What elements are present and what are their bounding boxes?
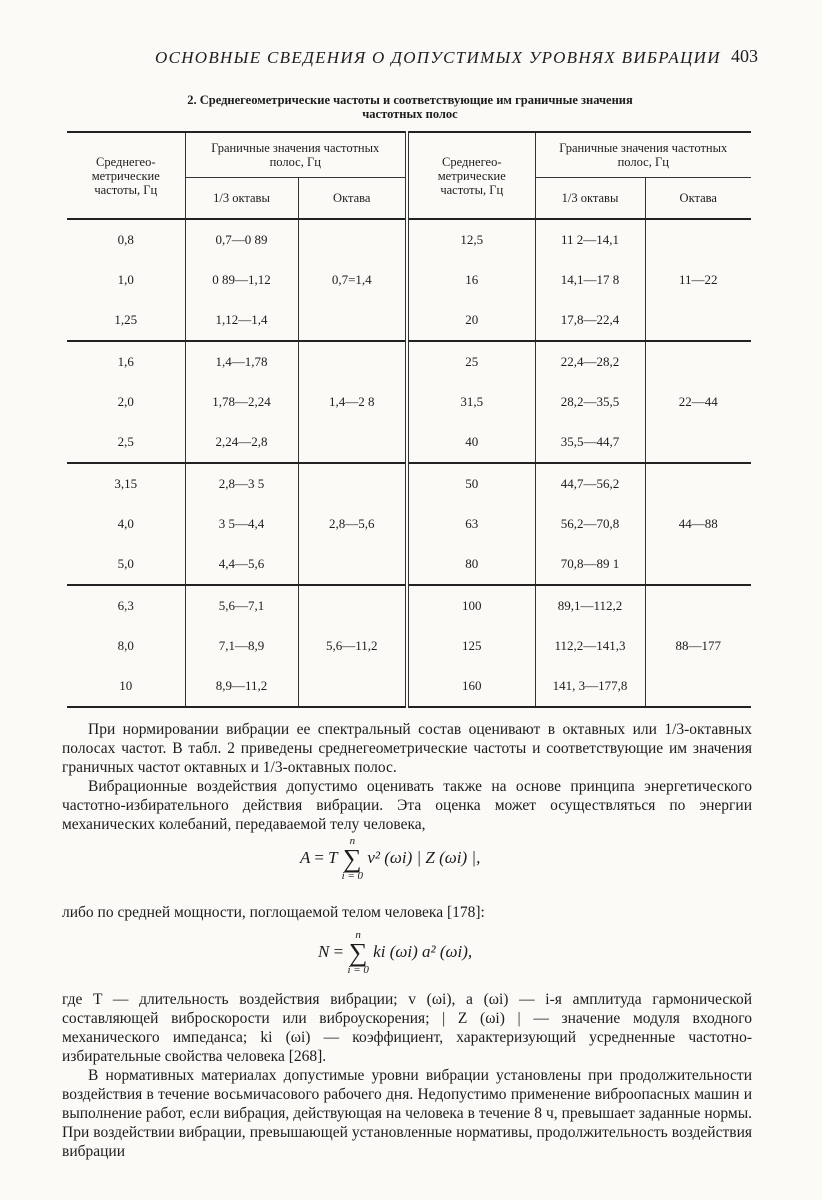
header-bounds-right: Граничные значения частотных полос, Гц — [535, 132, 751, 178]
cell-third-right: 17,8—22,4 — [535, 300, 645, 341]
cell-mean-left: 8,0 — [67, 626, 185, 666]
table-caption-line1: 2. Среднегеометрические частоты и соответствующие им граничные значения — [187, 93, 633, 107]
cell-third-left: 1,4—1,78 — [185, 341, 298, 382]
summation-sign — [347, 930, 368, 976]
sum-upper-limit: n — [349, 835, 356, 847]
cell-octave-left: 1,4—2 8 — [298, 341, 407, 463]
formula-lhs: N — [318, 941, 330, 961]
cell-mean-right: 100 — [407, 585, 535, 626]
paragraph: где T — длительность воздействия вибрации; v (ωi), a (ωi) — i-я амплитуда гармонической составляющей виброскорости или виброускорения; | Z (ωi) | — значение модуля входного механического импеданса; ki (ωi) — коэффициент, характеризующий усредненные частотно-избирательные свойства человека [268]. — [62, 991, 752, 1065]
cell-octave-left: 0,7=1,4 — [298, 219, 407, 341]
paragraph: Вибрационные воздействия допустимо оценивать также на основе принципа энергетического частотно-избирательного действия вибрации. Эта оценка может осуществляться по энергии механических колебаний, передаваемой телу человека, — [62, 778, 752, 833]
cell-third-left: 2,8—3 5 — [185, 463, 298, 504]
cell-mean-right: 31,5 — [407, 382, 535, 422]
table-row — [67, 585, 751, 626]
sum-lower-limit: i = 0 — [347, 964, 369, 976]
table-caption — [100, 93, 720, 121]
cell-third-left: 0,7—0 89 — [185, 219, 298, 260]
formula-eq: = — [333, 941, 344, 961]
cell-third-left: 7,1—8,9 — [185, 626, 298, 666]
table-row — [67, 463, 751, 504]
table-caption-line2: частотных полос — [362, 107, 458, 121]
cell-mean-left: 1,0 — [67, 260, 185, 300]
cell-mean-right: 16 — [407, 260, 535, 300]
cell-third-right: 22,4—28,2 — [535, 341, 645, 382]
cell-mean-right: 20 — [407, 300, 535, 341]
cell-third-right: 70,8—89 1 — [535, 544, 645, 585]
cell-third-right: 89,1—112,2 — [535, 585, 645, 626]
formula-body: ki (ωi) a² (ωi), — [373, 941, 473, 961]
cell-third-right: 56,2—70,8 — [535, 504, 645, 544]
sigma-symbol: ∑ — [348, 938, 368, 967]
frequency-table — [67, 131, 751, 708]
cell-octave-left: 5,6—11,2 — [298, 585, 407, 707]
cell-mean-right: 160 — [407, 666, 535, 707]
header-octave-right: Октава — [645, 178, 751, 220]
sum-upper-limit: n — [355, 929, 361, 941]
sigma-symbol: ∑ — [343, 844, 362, 873]
cell-third-left: 8,9—11,2 — [185, 666, 298, 707]
cell-third-right: 11 2—14,1 — [535, 219, 645, 260]
header-bounds-left: Граничные значения частотных полос, Гц — [185, 132, 407, 178]
body-text-top — [62, 720, 752, 834]
cell-mean-right: 40 — [407, 422, 535, 463]
cell-octave-right: 44—88 — [645, 463, 751, 585]
cell-mean-left: 4,0 — [67, 504, 185, 544]
formula-body: v² (ωi) | Z (ωi) |, — [367, 847, 481, 867]
cell-mean-left: 5,0 — [67, 544, 185, 585]
cell-mean-right: 12,5 — [407, 219, 535, 260]
running-title: ОСНОВНЫЕ СВЕДЕНИЯ О ДОПУСТИМЫХ УРОВНЯХ ВИБРАЦИИ — [155, 48, 721, 67]
cell-mean-left: 2,5 — [67, 422, 185, 463]
cell-third-right: 44,7—56,2 — [535, 463, 645, 504]
formula-energy — [300, 836, 480, 882]
paragraph: При нормировании вибрации ее спектральный состав оценивают в октавных или 1/3-октавных полосах частот. В табл. 2 приведены среднегеометрические частоты и соответствующие им значения граничных частот октавных и 1/3-октавных полос. — [62, 721, 752, 776]
cell-third-right: 35,5—44,7 — [535, 422, 645, 463]
cell-third-left: 4,4—5,6 — [185, 544, 298, 585]
cell-mean-right: 63 — [407, 504, 535, 544]
formula-lhs: A — [300, 847, 311, 867]
cell-third-left: 2,24—2,8 — [185, 422, 298, 463]
cell-mean-right: 80 — [407, 544, 535, 585]
page-header — [60, 42, 760, 72]
table-row — [67, 219, 751, 260]
paragraph: В нормативных материалах допустимые уровни вибрации установлены при продолжительности воздействия в течение восьмичасового рабочего дня. Недопустимо применение виброопасных машин и выполнение работ, если вибрация, действующая на человека в течение 8 ч, превышает заданные нормы. При воздействии вибрации, превышающей установленные нормативы, продолжительность воздействия вибрации — [62, 1067, 752, 1160]
cell-mean-right: 25 — [407, 341, 535, 382]
header-third-octave-left: 1/3 октавы — [185, 178, 298, 220]
cell-mean-left: 2,0 — [67, 382, 185, 422]
cell-third-right: 14,1—17 8 — [535, 260, 645, 300]
cell-third-left: 3 5—4,4 — [185, 504, 298, 544]
table-row — [67, 341, 751, 382]
cell-third-right: 112,2—141,3 — [535, 626, 645, 666]
cell-octave-right: 88—177 — [645, 585, 751, 707]
cell-octave-right: 11—22 — [645, 219, 751, 341]
cell-third-right: 28,2—35,5 — [535, 382, 645, 422]
cell-mean-left: 1,25 — [67, 300, 185, 341]
header-mean-frequency-right: Среднегео-метрические частоты, Гц — [407, 132, 535, 219]
cell-mean-right: 125 — [407, 626, 535, 666]
header-octave-left: Октава — [298, 178, 407, 220]
cell-mean-left: 1,6 — [67, 341, 185, 382]
header-third-octave-right: 1/3 октавы — [535, 178, 645, 220]
cell-octave-right: 22—44 — [645, 341, 751, 463]
cell-mean-left: 3,15 — [67, 463, 185, 504]
body-text-bottom — [62, 990, 752, 1161]
cell-mean-left: 10 — [67, 666, 185, 707]
formula-eq: = — [314, 847, 324, 867]
cell-octave-left: 2,8—5,6 — [298, 463, 407, 585]
formula-power — [318, 930, 472, 976]
paragraph: либо по средней мощности, поглощаемой телом человека [178]: — [62, 904, 485, 921]
formula-factor: T — [328, 847, 338, 867]
header-mean-frequency-left: Среднегео-метрические частоты, Гц — [67, 132, 185, 219]
cell-mean-right: 50 — [407, 463, 535, 504]
cell-mean-left: 6,3 — [67, 585, 185, 626]
body-text-middle — [62, 903, 752, 922]
cell-third-left: 1,12—1,4 — [185, 300, 298, 341]
cell-third-right: 141, 3—177,8 — [535, 666, 645, 707]
cell-third-left: 0 89—1,12 — [185, 260, 298, 300]
sum-lower-limit: i = 0 — [341, 870, 364, 882]
cell-third-left: 5,6—7,1 — [185, 585, 298, 626]
page-number: 403 — [731, 46, 758, 66]
summation-sign — [342, 836, 363, 882]
cell-mean-left: 0,8 — [67, 219, 185, 260]
cell-third-left: 1,78—2,24 — [185, 382, 298, 422]
